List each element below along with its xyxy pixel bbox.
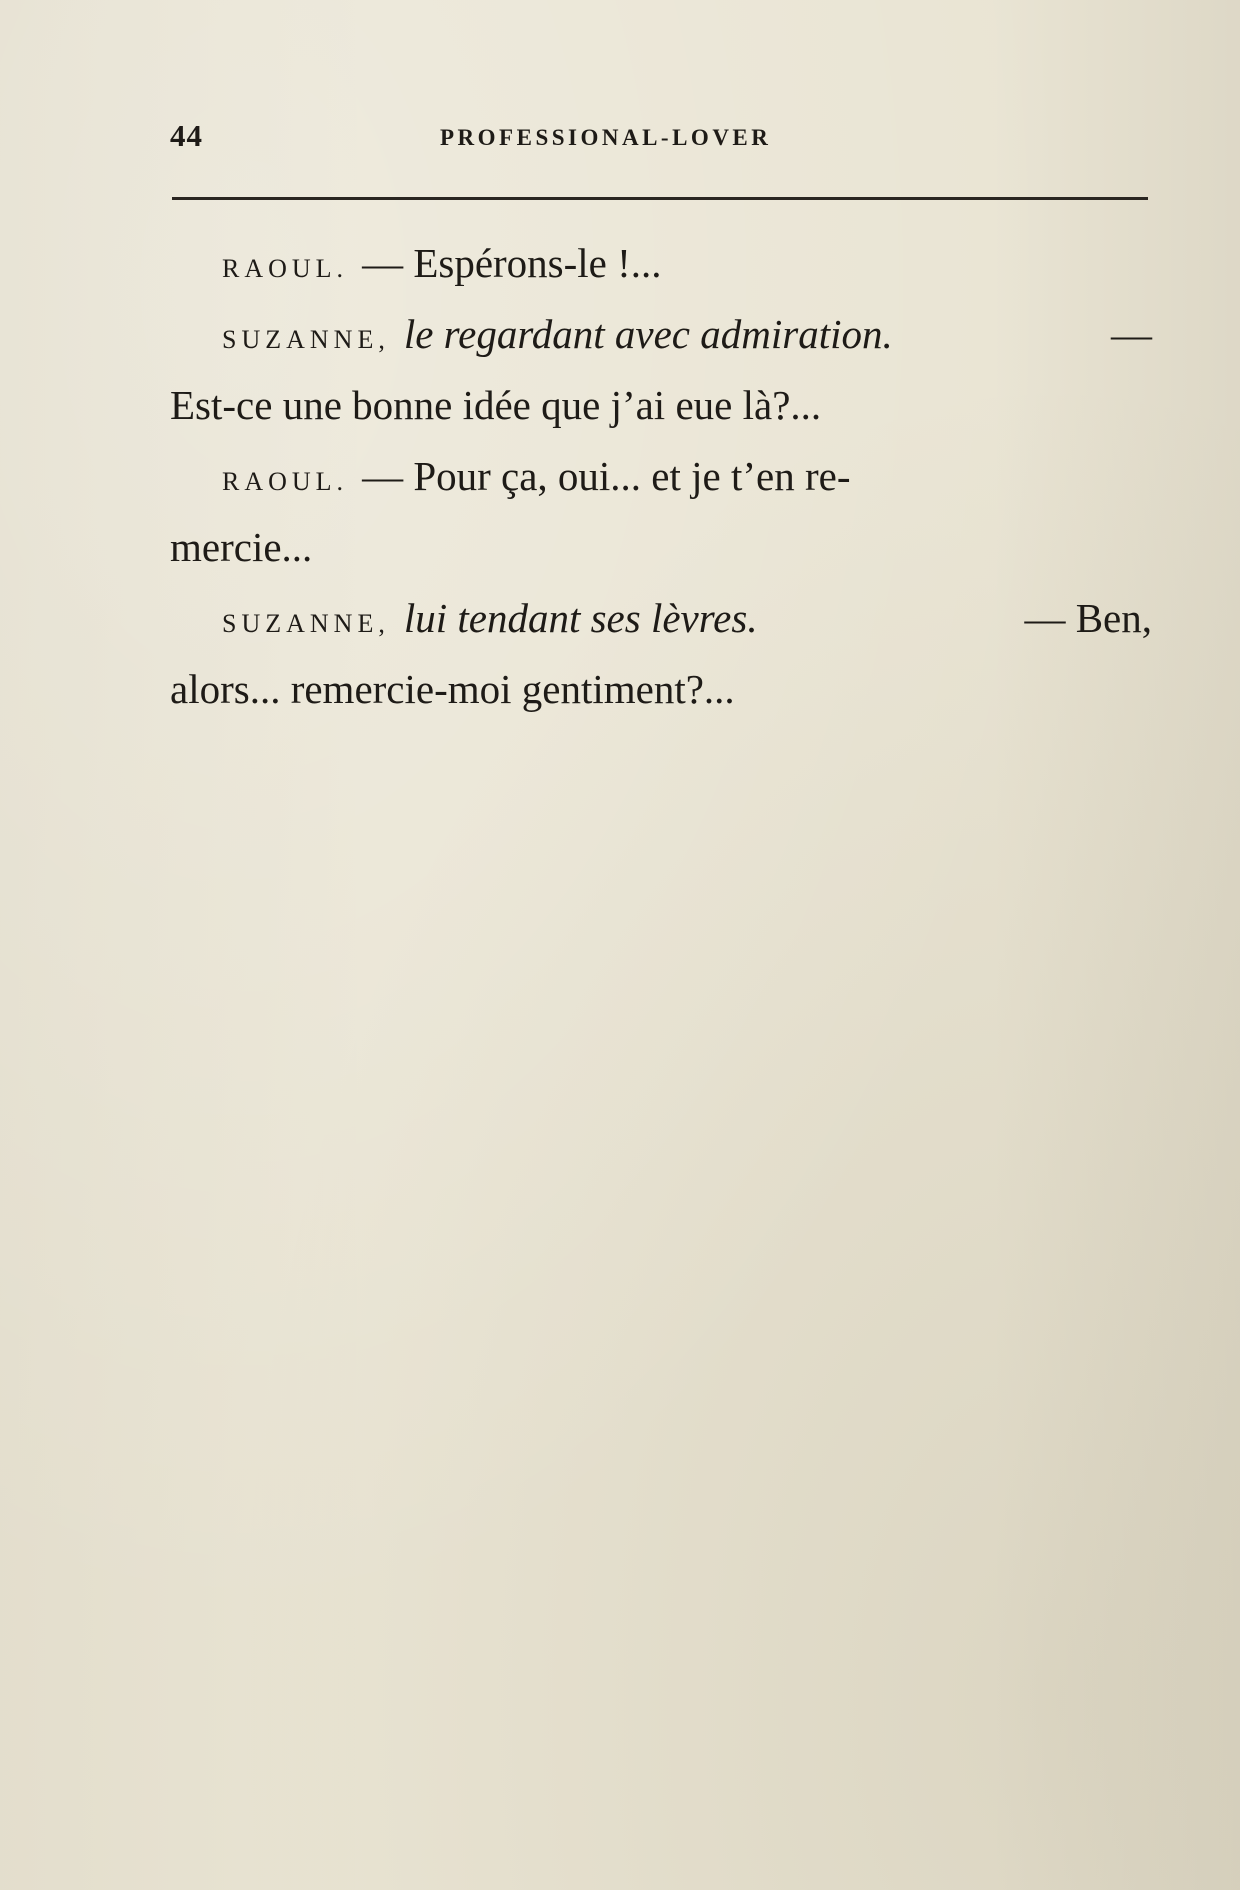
dialogue-text	[170, 228, 1152, 725]
line-text: — Ben,	[1024, 595, 1152, 641]
line-text: Est-ce une bonne idée que j’ai eue là?...	[170, 382, 822, 428]
speaker-name: RAOUL.	[222, 467, 349, 496]
stage-direction: le regardant avec admiration.	[403, 311, 893, 357]
dialogue-line	[170, 441, 1152, 512]
running-head	[170, 118, 1148, 168]
page-number: 44	[170, 118, 203, 153]
line-text: mercie...	[170, 524, 313, 570]
speaker-name: SUZANNE,	[222, 609, 390, 638]
dialogue-line	[170, 654, 1152, 725]
dialogue-line	[170, 583, 1152, 654]
dialogue-line	[170, 512, 1152, 583]
line-text: alors... remercie-moi gentiment?...	[170, 666, 735, 712]
line-text: — Espérons-le !...	[362, 240, 662, 286]
dialogue-line	[170, 228, 1152, 299]
header-rule	[172, 197, 1148, 200]
dialogue-line	[170, 299, 1152, 370]
speaker-name: RAOUL.	[222, 254, 349, 283]
line-text: —	[1111, 311, 1152, 357]
dialogue-line	[170, 370, 1152, 441]
stage-direction: lui tendant ses lèvres.	[403, 595, 758, 641]
line-text: — Pour ça, oui... et je t’en re-	[362, 453, 851, 499]
running-title: PROFESSIONAL-LOVER	[440, 125, 772, 150]
speaker-name: SUZANNE,	[222, 325, 390, 354]
